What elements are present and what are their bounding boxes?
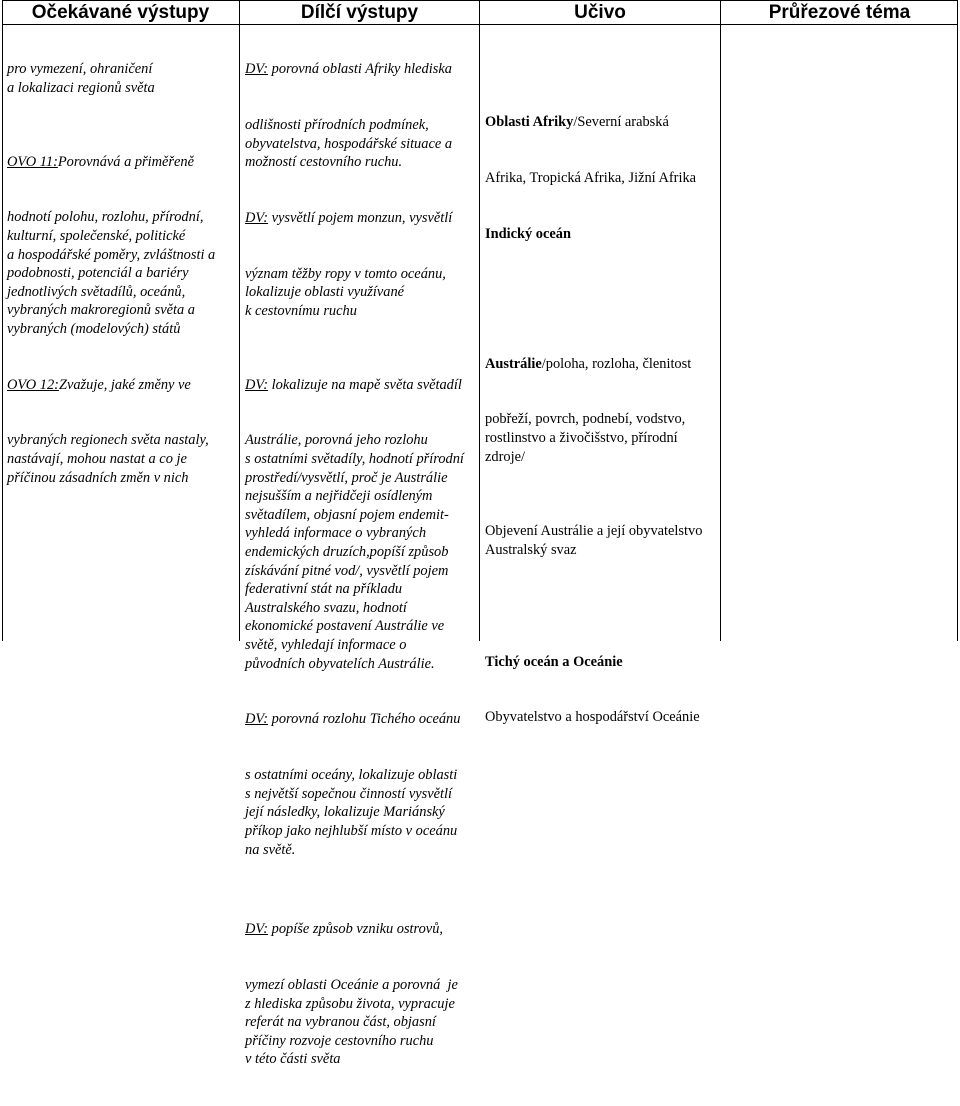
text-line: podobnosti, potenciál a bariéry [7, 265, 189, 282]
dv-label: DV: [245, 209, 269, 226]
text-line: hodnotí polohu, rozlohu, přírodní, [7, 209, 204, 226]
topic-africa: Oblasti Afriky [485, 114, 574, 131]
expected-outputs-cell [7, 23, 215, 524]
ovo12-code: OVO 12: [7, 376, 59, 393]
grid-line [2, 0, 958, 1]
text-line: vybraných makroregionů světa a [7, 302, 195, 319]
text-line: příčinou zásadních změn v nich [7, 469, 189, 486]
text-line: jednotlivých světadílů, oceánů, [7, 283, 186, 300]
text-line: ekonomické postavení Austrálie ve [245, 618, 445, 635]
text-line: obyvatelstva, hospodářské situace a [245, 135, 453, 152]
curriculum-cell [485, 76, 702, 764]
curriculum-table [2, 0, 958, 1068]
text-line: z hlediska způsobu života, vypracuje [245, 995, 455, 1012]
text-line: vymezí oblasti Oceánie a porovná je [245, 977, 458, 994]
topic-pacific: Tichý oceán a Oceánie [485, 653, 623, 670]
text-line: Objevení Austrálie a její obyvatelstvo [485, 523, 703, 540]
text-line: nastávají, mohou nastat a co je [7, 451, 187, 468]
text-line: pro vymezení, ohraničení [7, 61, 153, 78]
text-line: na světě. [245, 841, 296, 858]
text-line: s ostatními světadíly, hodnotí přírodní [245, 451, 464, 468]
text-line: vyhledá informace o vybraných [245, 525, 427, 542]
grid-line [957, 0, 958, 641]
text-line: odlišnosti přírodních podmínek, [245, 116, 429, 133]
dv-text: popíše způsob vzniku ostrovů, [268, 921, 443, 938]
text-line: rostlinstvo a živočišstvo, přírodní [485, 429, 678, 446]
topic-australia-detail: /poloha, rozloha, členitost [541, 355, 692, 372]
grid-line [2, 0, 3, 641]
text-line: s ostatními oceány, lokalizuje oblasti [245, 767, 458, 784]
text-line: v této části světa [245, 1051, 341, 1068]
header-curriculum: Učivo [480, 0, 720, 25]
text-line: referát na vybranou část, objasní [245, 1014, 436, 1031]
text-line: vybraných (modelových) států [7, 320, 181, 337]
text-line: Obyvatelstvo a hospodářství Oceánie [485, 709, 700, 726]
text-line: s největší sopečnou činností vysvětlí [245, 785, 453, 802]
grid-line [479, 0, 480, 641]
topic-indian-ocean: Indický oceán [485, 225, 571, 242]
text-line: pobřeží, povrch, podnebí, vodstvo, [485, 411, 686, 428]
dv-text: porovná rozlohu Tichého oceánu [268, 711, 461, 728]
dv-label: DV: [245, 376, 269, 393]
header-expected-outputs: Očekávané výstupy [2, 0, 239, 25]
header-cross-topic: Průřezové téma [721, 0, 958, 25]
dv-label: DV: [245, 61, 269, 78]
partial-outputs-cell [245, 23, 464, 1106]
text-line: Australského svazu, hodnotí [245, 599, 407, 616]
text-line: původních obyvatelích Austrálie. [245, 655, 435, 672]
text-line: Australský svaz [485, 541, 577, 558]
text-line: federativní stát na příkladu [245, 581, 403, 598]
header-partial-outputs: Dílčí výstupy [240, 0, 479, 25]
text-line: příkop jako nejhlubší místo v oceánu [245, 822, 458, 839]
text-line: Afrika, Tropická Afrika, Jižní Afrika [485, 169, 697, 186]
text-line: Austrálie, porovná jeho rozlohu [245, 432, 428, 449]
text-line: příčiny rozvoje cestovního ruchu [245, 1032, 434, 1049]
text-line: nejsušším a nejřidčeji osídleným [245, 488, 433, 505]
text-line: vybraných regionech světa nastaly, [7, 432, 209, 449]
text-line: endemických druzích,popíší způsob [245, 544, 449, 561]
text-line: její následky, lokalizuje Mariánský [245, 804, 445, 821]
text-line: získávání pitné vod/, vysvětlí pojem [245, 562, 449, 579]
topic-australia: Austrálie [485, 355, 542, 372]
text-line: lokalizuje oblasti využívané [245, 284, 405, 301]
ovo12-text: Zvažuje, jaké změny ve [58, 376, 191, 393]
grid-line [720, 0, 721, 641]
text-line: zdroje/ [485, 448, 525, 465]
text-line: k cestovnímu ruchu [245, 302, 357, 319]
text-line: možností cestovního ruchu. [245, 154, 403, 171]
text-line: světě, vyhledají informace o [245, 637, 407, 653]
topic-africa-detail: /Severní arabská [573, 114, 669, 131]
ovo11-text: Porovnává a přiměřeně [57, 153, 195, 170]
text-line: a lokalizaci regionů světa [7, 79, 155, 96]
grid-line [239, 0, 240, 641]
dv-text: vysvětlí pojem monzun, vysvětlí [268, 209, 453, 226]
text-line: prostředí/vysvětlí, proč je Austrálie [245, 469, 448, 486]
dv-text: lokalizuje na mapě světa světadíl [268, 376, 462, 393]
ovo11-code: OVO 11: [7, 153, 58, 170]
text-line: kulturní, společenské, politické [7, 227, 186, 244]
text-line: světadílem, objasní pojem endemit- [245, 506, 449, 523]
dv-label: DV: [245, 921, 269, 938]
text-line: význam těžby ropy v tomto oceánu, [245, 265, 446, 282]
dv-label: DV: [245, 711, 269, 728]
text-line: a hospodářské poměry, zvláštnosti a [7, 246, 216, 263]
dv-text: porovná oblasti Afriky hlediska [268, 61, 452, 78]
